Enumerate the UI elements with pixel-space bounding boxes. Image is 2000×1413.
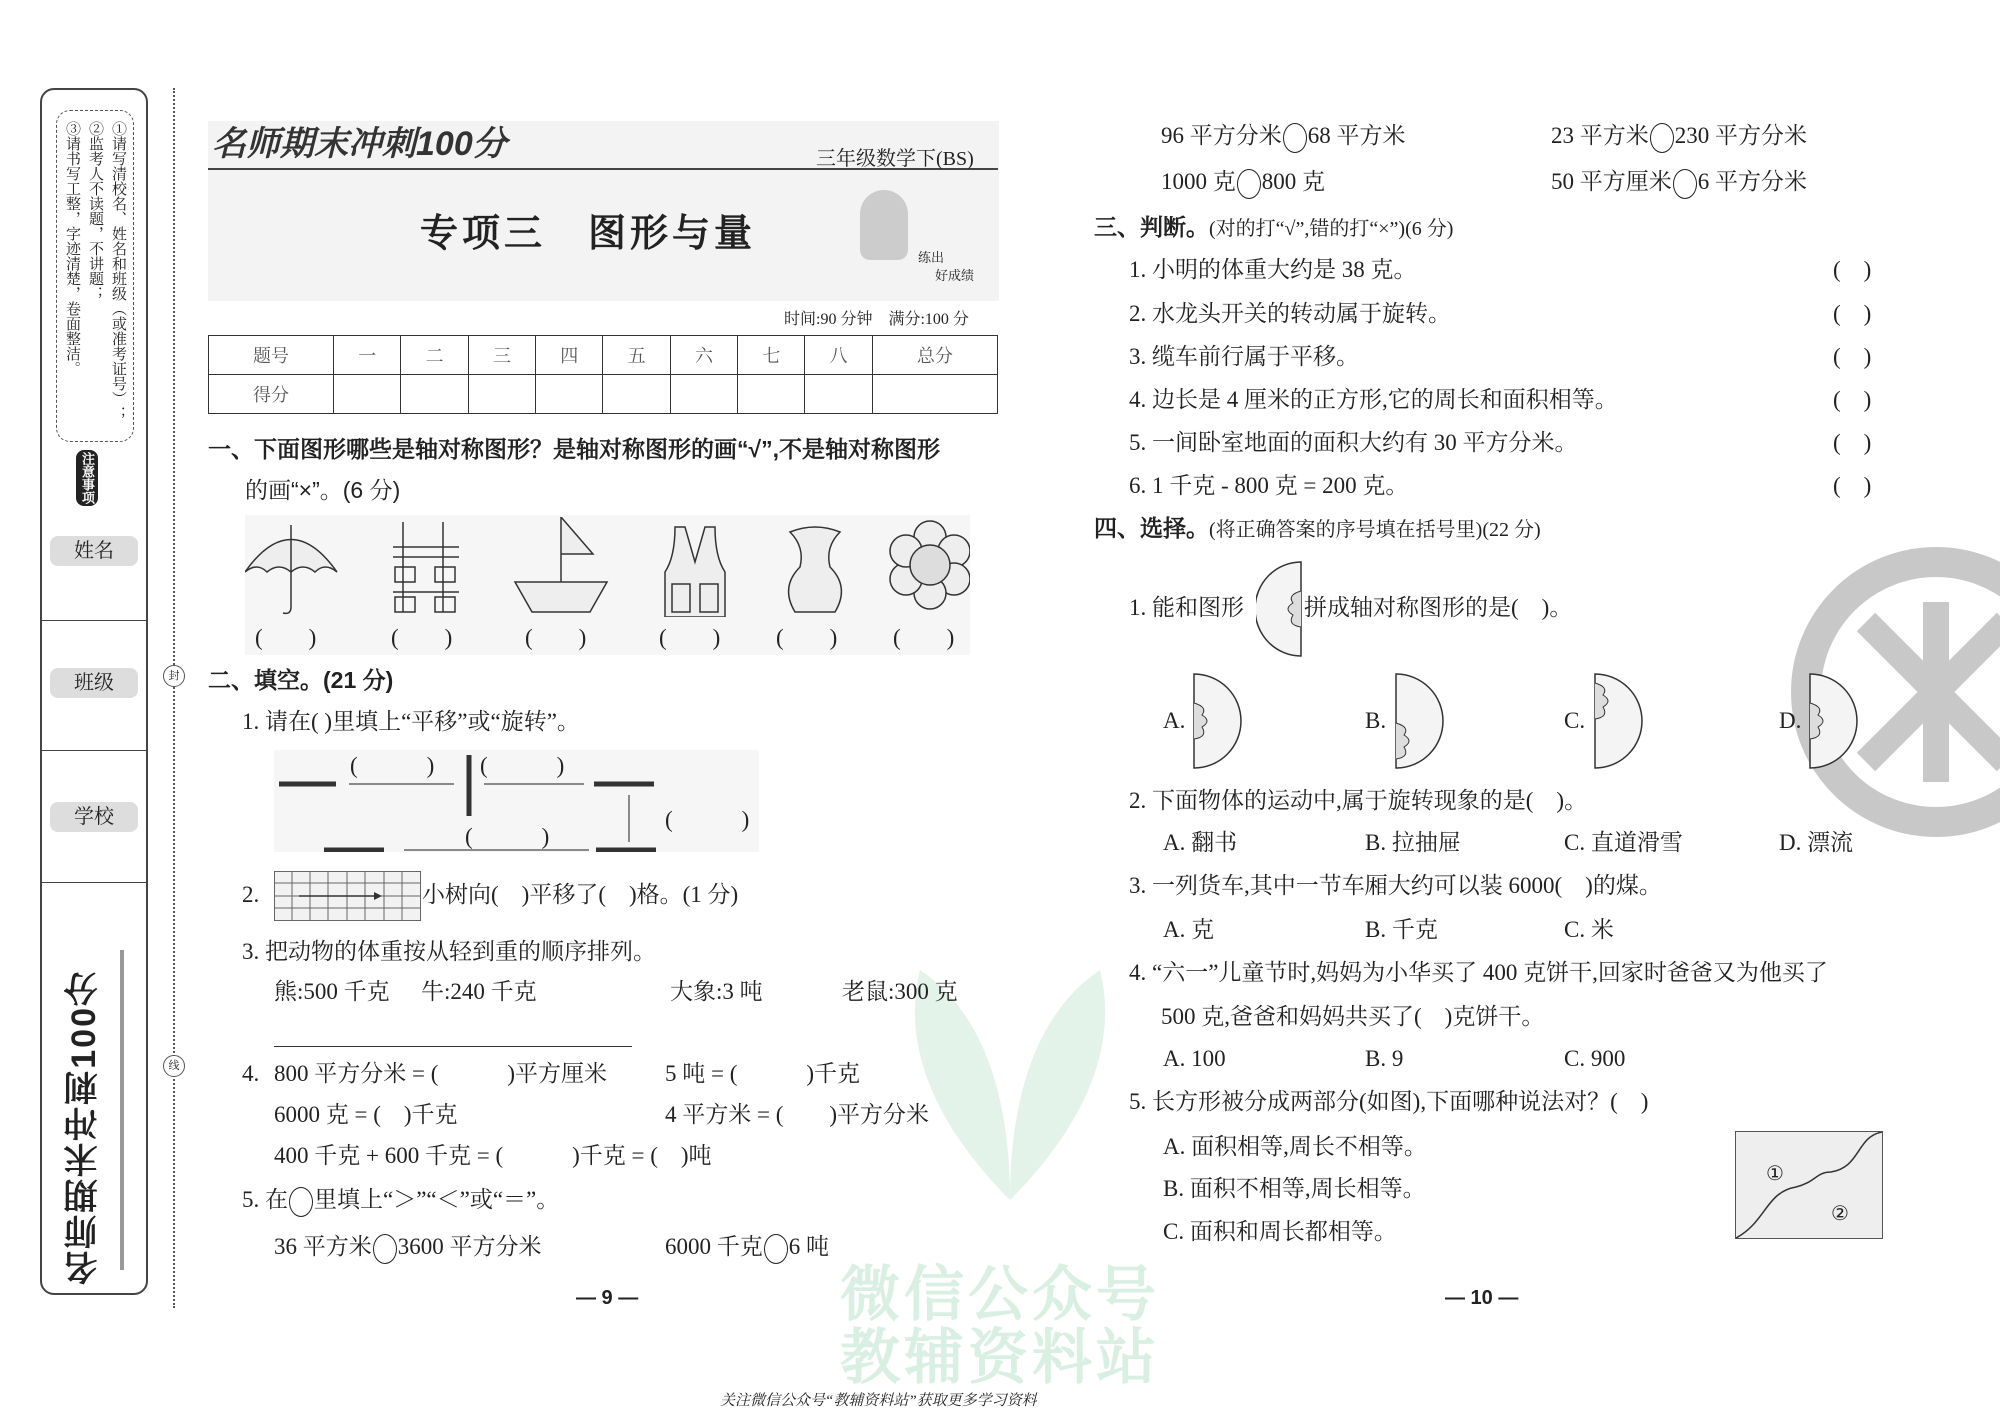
option-d[interactable]: D.: [1779, 708, 1802, 733]
strip-logo: 名师期末冲刺100分: [65, 970, 103, 1285]
option-a[interactable]: A.: [1163, 708, 1186, 733]
compare-right: 6 平方分米: [1697, 169, 1807, 194]
footer-note: 关注微信公众号“教辅资料站”获取更多学习资料: [720, 1393, 1037, 1409]
conversion-item: 5 吨 = ( )千克: [665, 1061, 861, 1086]
question-2-2-number: 2.: [242, 882, 260, 907]
answer-paren[interactable]: ( ): [255, 625, 317, 650]
judge-item: 6. 1 千克 - 800 克 = 200 克。: [1129, 473, 1409, 498]
option-c[interactable]: C. 直道滑雪: [1564, 830, 1683, 855]
answer-paren[interactable]: ( ): [1833, 301, 1872, 326]
double-happiness-icon: [393, 522, 459, 612]
compare-right: 3600 平方分米: [397, 1234, 542, 1259]
column-header: 六: [670, 336, 737, 375]
flower-icon: [890, 521, 970, 609]
judge-item: 2. 水龙头开关的转动属于旋转。: [1129, 301, 1451, 326]
class-field[interactable]: 班级: [50, 668, 138, 698]
answer-paren[interactable]: ( ): [480, 753, 565, 778]
judge-item: 4. 边长是 4 厘米的正方形,它的周长和面积相等。: [1129, 387, 1618, 412]
option-b[interactable]: B. 面积不相等,周长相等。: [1163, 1176, 1426, 1201]
table-row: [209, 336, 998, 375]
section-3-note: (对的打“√”,错的打“×”)(6 分): [1209, 218, 1454, 240]
section-4-note: (将正确答案的序号填在括号里)(22 分): [1209, 519, 1541, 541]
seal-mark: 线: [163, 1055, 185, 1077]
sailboat-icon: [515, 517, 607, 612]
compare-left: 36 平方米: [274, 1234, 372, 1259]
binding-strip: [40, 88, 148, 1295]
compare-item: [1161, 168, 1325, 199]
compare-right: 68 平方米: [1307, 123, 1406, 148]
score-cell[interactable]: [536, 375, 603, 414]
column-header: 四: [536, 336, 603, 375]
column-header: 总分: [872, 336, 997, 375]
option-a-figure-icon: [1192, 673, 1242, 769]
half-flower-icon: [1256, 561, 1302, 657]
compare-circle[interactable]: [1283, 123, 1307, 153]
score-table: [208, 335, 998, 414]
option-b[interactable]: B.: [1365, 708, 1387, 733]
compare-item: [665, 1233, 829, 1264]
question-2-2: 小树向( )平移了( )格。(1 分): [422, 882, 739, 907]
vest-icon: [665, 527, 725, 617]
section-2-heading: 二、填空。(21 分): [208, 667, 394, 693]
compare-item: [1551, 122, 1807, 153]
animal-weight: 大象:3 吨: [670, 979, 763, 1004]
compare-item: [274, 1233, 542, 1264]
divider: [42, 882, 146, 883]
judge-item: 1. 小明的体重大约是 38 克。: [1129, 257, 1417, 282]
judge-item: 5. 一间卧室地面的面积大约有 30 平方分米。: [1129, 430, 1578, 455]
judge-item: 3. 缆车前行属于平移。: [1129, 344, 1359, 369]
school-field[interactable]: 学校: [50, 802, 138, 832]
divider: [42, 750, 146, 751]
compare-left: 96 平方分米: [1161, 123, 1282, 148]
region-label: ②: [1831, 1203, 1849, 1225]
column-header: 一: [334, 336, 401, 375]
animal-weight: 熊:500 千克: [274, 979, 390, 1004]
answer-paren[interactable]: ( ): [776, 625, 838, 650]
score-cell[interactable]: [670, 375, 737, 414]
section-4-heading: [1094, 514, 1541, 544]
region-label: ①: [1766, 1163, 1784, 1185]
score-cell[interactable]: [334, 375, 401, 414]
score-cell[interactable]: [603, 375, 670, 414]
question-2-3: 3. 把动物的体重按从轻到重的顺序排列。: [242, 939, 656, 964]
section-1-heading: 一、下面图形哪些是轴对称图形？是轴对称图形的画“√”,不是轴对称图形: [208, 436, 941, 462]
mascot-icon: [860, 190, 908, 260]
cut-line: [173, 88, 175, 1308]
answer-paren[interactable]: ( ): [465, 824, 550, 849]
column-header: 二: [401, 336, 468, 375]
compare-right: 800 克: [1261, 169, 1325, 194]
column-header: 五: [603, 336, 670, 375]
q5-text: 里填上“＞”“＜”或“＝”。: [314, 1187, 560, 1212]
table-row: [209, 375, 998, 414]
answer-paren[interactable]: ( ): [659, 625, 721, 650]
notice-3: ③请书写工整，字迹清楚，卷面整洁。: [64, 121, 80, 376]
divided-rectangle: [1735, 1131, 1883, 1239]
choice-question-3: 3. 一列货车,其中一节车厢大约可以装 6000( )的煤。: [1129, 873, 1662, 898]
compare-left: 50 平方厘米: [1551, 169, 1672, 194]
watermark-text: 微信公众号: [840, 1261, 1160, 1328]
column-header: 七: [738, 336, 805, 375]
notice-2: ②监考人不读题，不讲题；: [87, 121, 103, 301]
watermark-text: 教辅资料站: [840, 1324, 1160, 1391]
compare-left: 6000 千克: [665, 1234, 763, 1259]
choice-question-2: 2. 下面物体的运动中,属于旋转现象的是( )。: [1129, 788, 1588, 813]
grade-label: 三年级数学下(BS): [816, 148, 974, 170]
answer-paren[interactable]: ( ): [1833, 387, 1872, 412]
page-number: — 9 —: [576, 1287, 639, 1309]
q5-text: 5. 在: [242, 1187, 288, 1212]
option-c[interactable]: C.: [1564, 708, 1586, 733]
umbrella-icon: [245, 525, 337, 613]
mascot-text-1: 练出: [918, 250, 945, 265]
row-header: 得分: [209, 375, 334, 414]
time-info: 时间:90 分钟 满分:100 分: [784, 311, 969, 328]
conversion-item: 400 千克 + 600 千克 = ( )千克 = ( )吨: [274, 1143, 712, 1168]
score-cell[interactable]: [738, 375, 805, 414]
conversion-item: 800 平方分米 = ( )平方厘米: [274, 1061, 608, 1086]
compare-circle[interactable]: [1650, 123, 1674, 153]
option-b[interactable]: B. 千克: [1365, 917, 1438, 942]
notice-1: ①请写清校名、姓名和班级（或准考证号）；: [110, 121, 126, 421]
answer-paren[interactable]: ( ): [391, 625, 453, 650]
compare-circle[interactable]: [1673, 169, 1697, 199]
option-a[interactable]: A. 面积相等,周长不相等。: [1163, 1134, 1427, 1159]
vase-icon: [789, 527, 842, 612]
answer-paren[interactable]: ( ): [1833, 257, 1872, 282]
figures-row: [245, 517, 970, 617]
compare-circle[interactable]: [1237, 169, 1261, 199]
answer-paren[interactable]: ( ): [525, 625, 587, 650]
section-3-title: 三、判断。: [1094, 214, 1209, 240]
answer-paren[interactable]: ( ): [1833, 430, 1872, 455]
option-c[interactable]: C. 面积和周长都相等。: [1163, 1219, 1397, 1244]
option-b[interactable]: B. 9: [1365, 1046, 1404, 1071]
compare-circle[interactable]: [373, 1234, 397, 1264]
section-1-heading-cont: 的画“×”。(6 分): [245, 477, 401, 503]
compare-circle[interactable]: [764, 1234, 788, 1264]
answer-paren[interactable]: ( ): [665, 807, 750, 832]
option-c[interactable]: C. 米: [1564, 917, 1614, 942]
page-number: — 10 —: [1445, 1287, 1519, 1309]
choice-question-5: 5. 长方形被分成两部分(如图),下面哪种说法对？( ): [1129, 1089, 1649, 1114]
conversion-item: 4 平方米 = ( )平方分米: [665, 1102, 930, 1127]
score-cell[interactable]: [468, 375, 535, 414]
option-d[interactable]: D. 漂流: [1779, 830, 1854, 855]
name-field[interactable]: 姓名: [50, 536, 138, 566]
answer-paren[interactable]: ( ): [1833, 344, 1872, 369]
column-header: 三: [468, 336, 535, 375]
option-a[interactable]: A. 100: [1163, 1046, 1226, 1071]
grid-tree-icon: [274, 871, 421, 921]
option-b-figure-icon: [1394, 673, 1444, 769]
conversion-item: 6000 克 = ( )千克: [274, 1102, 458, 1127]
compare-circle[interactable]: [289, 1187, 313, 1217]
option-c[interactable]: C. 900: [1564, 1046, 1626, 1071]
dividing-curve-icon: [1736, 1132, 1882, 1238]
animal-weight: 牛:240 千克: [421, 979, 537, 1004]
option-a[interactable]: A. 翻书: [1163, 830, 1238, 855]
answer-line[interactable]: [274, 1046, 632, 1047]
compare-item: [1551, 168, 1807, 199]
option-d-figure-icon: [1808, 673, 1858, 769]
answer-paren[interactable]: ( ): [1833, 473, 1872, 498]
compare-item: [1161, 122, 1406, 153]
notice-title: 注意事项: [76, 450, 98, 506]
divider: [42, 620, 146, 621]
choice-question-4: 4. “六一”儿童节时,妈妈为小华买了 400 克饼干,回家时爸爸又为他买了: [1129, 960, 1828, 985]
column-header: 八: [805, 336, 872, 375]
seal-mark: 封: [163, 665, 185, 687]
compare-left: 23 平方米: [1551, 123, 1649, 148]
score-cell[interactable]: [872, 375, 997, 414]
question-2-4-number: 4.: [242, 1061, 260, 1086]
mascot-text-2: 好成绩: [935, 268, 975, 283]
header-logo: 名师期末冲刺100分: [212, 125, 507, 163]
question-2-5: [242, 1186, 559, 1217]
option-a[interactable]: A. 克: [1163, 917, 1215, 942]
animal-weight: 老鼠:300 克: [842, 979, 958, 1004]
choice-question-1: 1. 能和图形: [1129, 595, 1244, 620]
answer-paren[interactable]: ( ): [350, 753, 435, 778]
score-cell[interactable]: [805, 375, 872, 414]
compare-right: 230 平方分米: [1674, 123, 1807, 148]
answer-paren[interactable]: ( ): [893, 625, 955, 650]
section-4-title: 四、选择。: [1094, 515, 1209, 541]
compare-right: 6 吨: [788, 1234, 829, 1259]
score-cell[interactable]: [401, 375, 468, 414]
choice-question-1-cont: 拼成轴对称图形的是( )。: [1304, 595, 1573, 620]
row-header: 题号: [209, 336, 334, 375]
watermark-leaf-icon: [880, 930, 1140, 1210]
notice-box: [56, 110, 134, 442]
compare-left: 1000 克: [1161, 169, 1236, 194]
question-2-1: 1. 请在( )里填上“平移”或“旋转”。: [242, 709, 580, 734]
section-3-heading: [1094, 213, 1453, 243]
choice-question-4-cont: 500 克,爸爸和妈妈共买了( )克饼干。: [1161, 1004, 1545, 1029]
option-b[interactable]: B. 拉抽屉: [1365, 830, 1461, 855]
page-title: 专项三 图形与量: [420, 213, 757, 255]
strip-logo-bar: [120, 950, 124, 1270]
option-c-figure-icon: [1593, 673, 1643, 769]
